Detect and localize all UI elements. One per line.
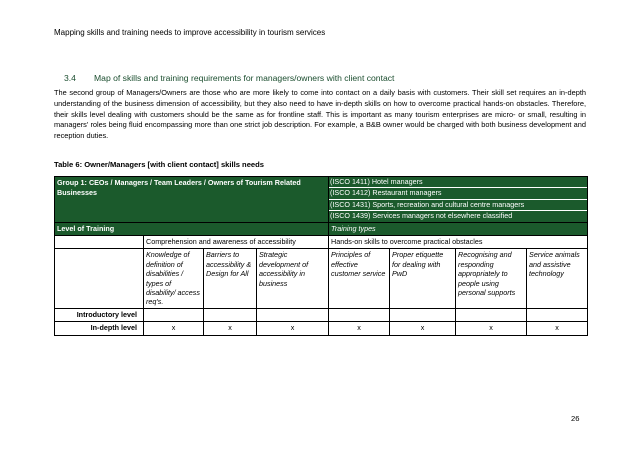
isco-code: (ISCO 1412) Restaurant managers	[329, 188, 587, 199]
section-title: Map of skills and training requirements for managers/owners with client contact	[94, 73, 395, 83]
mark-cell	[456, 308, 527, 321]
mark-cell	[144, 308, 204, 321]
skill-header: Recognising and responding appropriately to people using personal supports	[456, 249, 527, 308]
category-comprehension: Comprehension and awareness of accessibility	[144, 236, 329, 249]
row-level-label: In-depth level	[55, 322, 144, 335]
mark-cell: x	[144, 322, 204, 335]
group-label: Group 1: CEOs / Managers / Team Leaders / Owners of Tourism Related Businesses	[57, 178, 301, 198]
mark-cell	[329, 308, 390, 321]
group-label-cell	[55, 177, 329, 223]
section-number: 3.4	[64, 73, 76, 83]
blank-cell	[55, 249, 144, 308]
mark-cell: x	[204, 322, 257, 335]
mark-cell: x	[390, 322, 456, 335]
skill-header: Strategic development of accessibility in business	[257, 249, 329, 308]
skill-header: Service animals and assistive technology	[527, 249, 588, 308]
mark-cell: x	[456, 322, 527, 335]
table-caption: Table 6: Owner/Managers [with client contact] skills needs	[54, 160, 265, 169]
skill-header: Knowledge of definition of disabilities / types of disability/ access req's.	[144, 249, 204, 308]
table-row	[55, 322, 588, 335]
isco-codes-cell	[329, 177, 588, 223]
level-of-training-header: Level of Training	[55, 222, 329, 235]
skill-header: Barriers to accessibility & Design for All	[204, 249, 257, 308]
isco-code: (ISCO 1411) Hotel managers	[329, 177, 587, 188]
page-number: 26	[571, 414, 580, 423]
skill-header: Principles of effective customer service	[329, 249, 390, 308]
skills-table	[54, 176, 588, 336]
skill-header: Proper etiquette for dealing with PwD	[390, 249, 456, 308]
body-paragraph: The second group of Managers/Owners are those who are more likely to come into contact on a daily basis with customers. Their skill set requires an in-depth understanding of the business dimension of accessibility, but they also need to have in-depth skills on how to overcome practical hands-on obstacles. Therefore, their skills level dealing with customers should be the same as for frontline staff. This is important as many tourism enterprises are micro- or small, resulting in managers' roles being fluid encompassing more than one strict job description. For example, a B&B owner would be charged with both business development and reception duties.	[54, 88, 586, 141]
category-handson: Hands-on skills to overcome practical obstacles	[329, 236, 588, 249]
mark-cell: x	[329, 322, 390, 335]
training-types-header: Training types	[329, 222, 588, 235]
mark-cell: x	[527, 322, 588, 335]
mark-cell: x	[257, 322, 329, 335]
table-row	[55, 308, 588, 321]
section-heading	[64, 73, 394, 83]
mark-cell	[527, 308, 588, 321]
mark-cell	[204, 308, 257, 321]
mark-cell	[390, 308, 456, 321]
page-header: Mapping skills and training needs to improve accessibility in tourism services	[54, 28, 326, 37]
row-level-label: Introductory level	[55, 308, 144, 321]
mark-cell	[257, 308, 329, 321]
blank-cell	[55, 236, 144, 249]
isco-code: (ISCO 1431) Sports, recreation and cultural centre managers	[329, 200, 587, 211]
isco-code: (ISCO 1439) Services managers not elsewhere classified	[330, 211, 513, 221]
